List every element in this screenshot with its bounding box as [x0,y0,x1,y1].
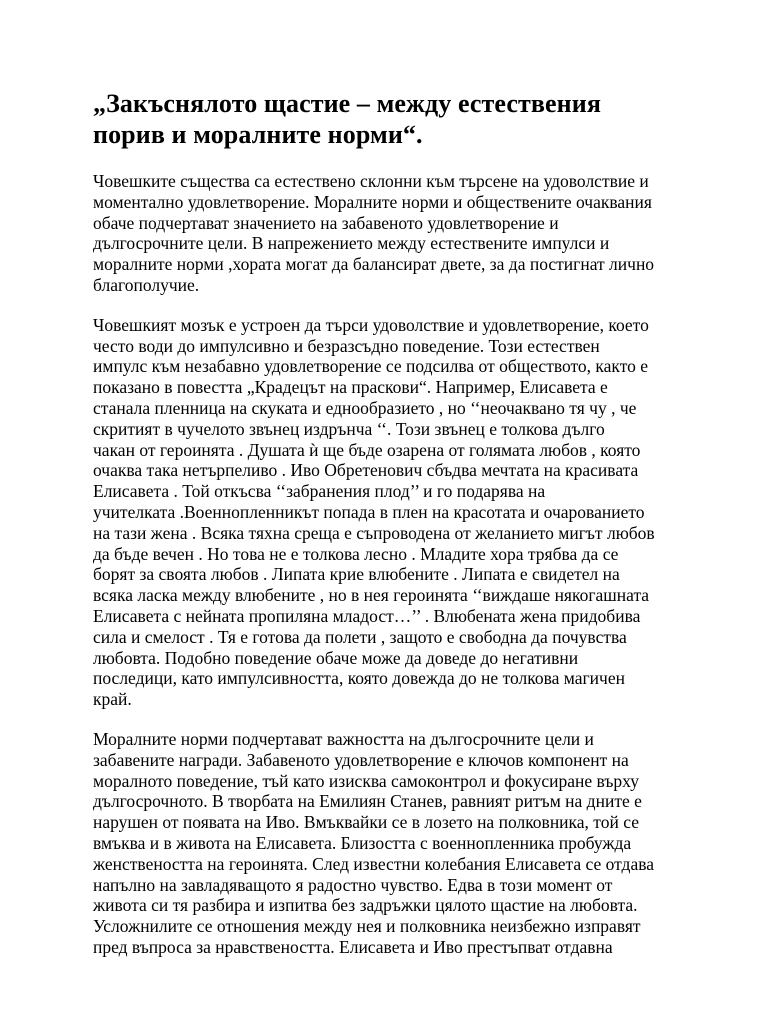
text-line: нарушен от появата на Иво. Вмъквайки се в лозето на полковника, той се [93,812,639,833]
text-line: Човешките същества са естествено склонни към търсене на удоволствие и [93,171,649,191]
document-page [93,88,683,977]
text-line: да бъде вечен . Но това не е толкова лесно . Младите хора трябва да се [93,543,619,564]
text-line: забавените награди. Забавеното удовлетворение е ключов компонент на [93,749,629,770]
text-line: дългосрочните цели. В напрежението между естествените импулси и [93,233,610,254]
text-line: импулс към незабавно удовлетворение се подсилва от обществото, както е [93,356,649,377]
text-line: дългосрочното. В творбата на Емилиян Станев, равният ритъм на дните е [93,791,642,812]
text-line: живота си тя разбира и изпитва без задръжки цялото щастие на любовта. [93,895,638,916]
text-line: моралните норми ,хората могат да балансират двете, за да постигнат лично [93,254,655,275]
text-line: Човешкият мозък е устроен да търси удоволствие и удовлетворение, което [93,314,649,335]
text-line: Моралните норми подчертават важността на дългосрочните цели и [93,728,594,749]
text-line: показано в повестта „Крадецът на праскови“. Например, Елисавета е [93,377,608,398]
paragraph-1 [93,171,683,296]
title-line: „Закъснялото щастие – между естествения [93,89,602,118]
paragraph-2 [93,315,683,710]
text-line: моментално удовлетворение. Моралните норми и обществените очаквания [93,191,652,212]
text-line: последици, като импулсивността, която довежда до не толкова магичен [93,668,625,689]
text-line: често води до импулсивно и безразсъдно поведение. Този естествен [93,335,600,356]
paragraph-3 [93,729,683,958]
document-title [93,88,683,150]
text-line: благополучие. [93,274,200,295]
text-line: очаква така нетърпеливо . Иво Обретенович сбъдва мечтата на красивата [93,460,639,481]
text-line: чакан от героинята . Душата ѝ ще бъде озарена от голямата любов , която [93,439,641,460]
text-line: Усложнилите се отношения между нея и полковника неизбежно изправят [93,916,641,937]
text-line: Елисавета с нейната пропиляна младост…’’ . Влюбената жена придобива [93,605,641,626]
text-line: женствеността на героинята. След известни колебания Елисавета се отдава [93,853,655,874]
text-line: всяка ласка между влюбените , но в нея героинята ‘‘виждаше някогашната [93,585,650,606]
text-line: Елисавета . Той откъсва ‘‘забранения плод’’ и го подарява на [93,481,546,502]
text-line: напълно на завладяващото я радостно чувство. Едва в този момент от [93,874,613,895]
text-line: на тази жена . Всяка тяхна среща е съпроводена от желанието мигът любов [93,522,655,543]
text-line: край. [93,689,132,710]
text-line: сила и смелост . Тя е готова да полети , защото е свободна да почувства [93,626,627,647]
title-line: порив и моралните норми“. [93,120,423,149]
text-line: скритият в чучелото звънец издрънча ‘‘. Този звънец е толкова дълго [93,418,605,439]
text-line: пред въпроса за нравствеността. Елисавета и Иво престъпват отдавна [93,936,613,957]
text-line: борят за своята любов . Липата крие влюбените . Липата е свидетел на [93,564,620,585]
text-line: моралното поведение, тъй като изисква самоконтрол и фокусиране върху [93,770,639,791]
text-line: учителката .Военнопленникът попада в плен на красотата и очарованието [93,501,645,522]
text-line: вмъква и в живота на Елисавета. Близостта с военнопленника пробужда [93,832,632,853]
text-line: станала пленница на скуката и еднообразието , но ‘‘неочаквано тя чу , че [93,397,637,418]
text-line: обаче подчертават значението на забавеното удовлетворение и [93,212,559,233]
text-line: любовта. Подобно поведение обаче може да доведе до негативни [93,647,579,668]
